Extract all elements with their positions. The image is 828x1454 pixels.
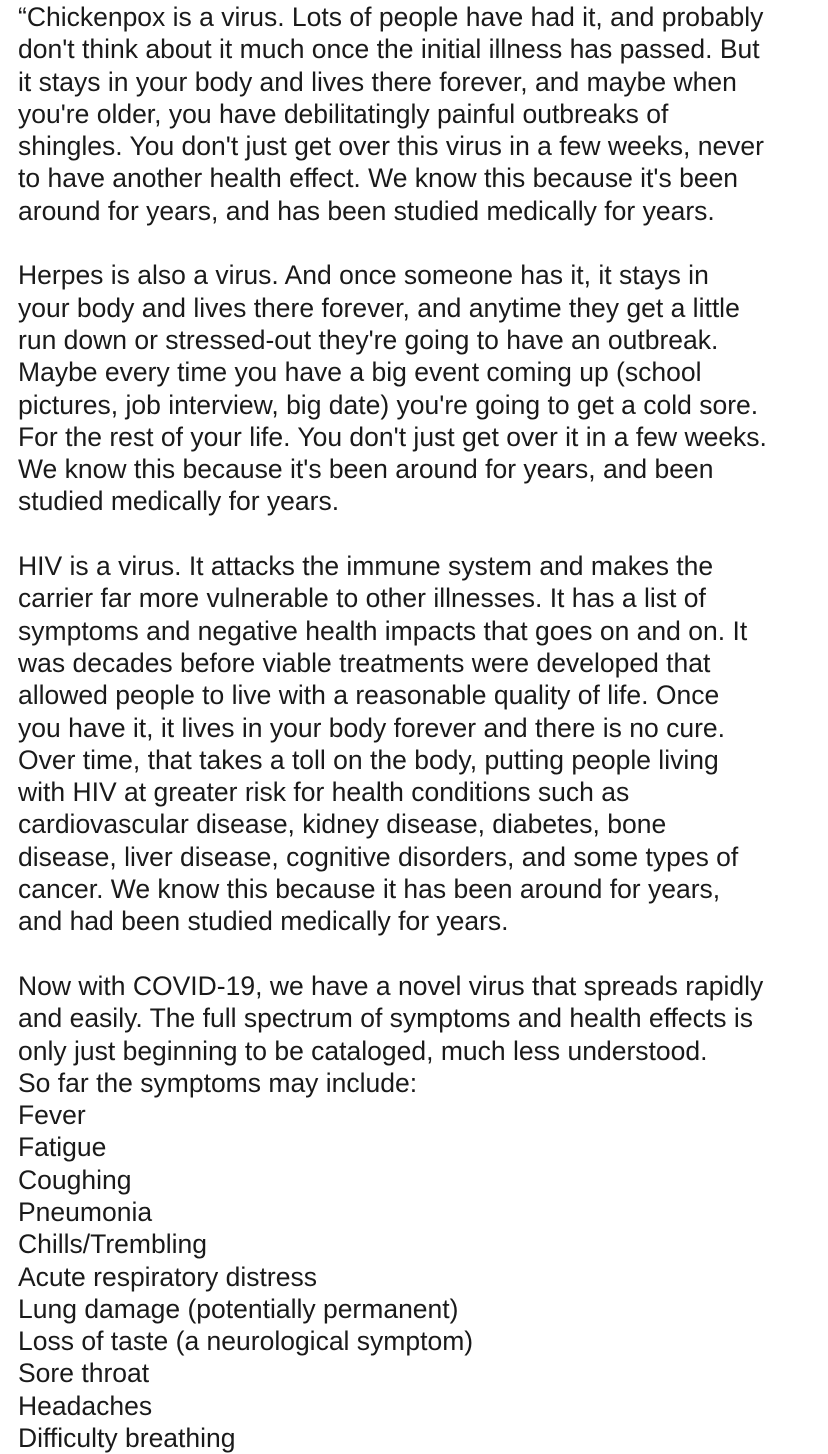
text-line: symptoms and negative health impacts that goes on and on. It: [18, 615, 748, 646]
text-line: with HIV at greater risk for health conditions such as: [18, 777, 630, 808]
text-line: run down or stressed-out they're going to have an outbreak.: [18, 324, 719, 355]
text-line: disease, liver disease, cognitive disorders, and some types of: [18, 841, 739, 872]
text-line: studied medically for years.: [18, 486, 340, 517]
text-line: it stays in your body and lives there forever, and maybe when: [18, 66, 737, 97]
text-line: Maybe every time you have a big event coming up (school: [18, 357, 702, 388]
text-line: Over time, that takes a toll on the body, putting people living: [18, 744, 719, 775]
symptom-item: Loss of taste (a neurological symptom): [18, 1326, 474, 1357]
text-line: only just beginning to be cataloged, much less understood.: [18, 1035, 708, 1066]
paragraph-hiv: [18, 550, 818, 938]
cut-off-symptom-item: Difficulty breathing: [18, 1423, 236, 1454]
paragraph-covid: [18, 970, 818, 1099]
symptom-item: Coughing: [18, 1164, 132, 1195]
text-line: was decades before viable treatments were developed that: [18, 647, 711, 678]
text-line: carrier far more vulnerable to other illnesses. It has a list of: [18, 583, 706, 614]
text-line: Herpes is also a virus. And once someone has it, it stays in: [18, 260, 709, 291]
text-line: So far the symptoms may include:: [18, 1067, 418, 1098]
text-line: HIV is a virus. It attacks the immune system and makes the: [18, 551, 714, 582]
symptom-item: Headaches: [18, 1390, 153, 1421]
text-line: We know this because it's been around for years, and been: [18, 454, 714, 485]
text-line: your body and lives there forever, and anytime they get a little: [18, 292, 740, 323]
text-line: you're older, you have debilitatingly painful outbreaks of: [18, 98, 669, 129]
text-line: don't think about it much once the initial illness has passed. But: [18, 34, 760, 65]
text-line: and easily. The full spectrum of symptoms and health effects is: [18, 1003, 753, 1034]
text-line: around for years, and has been studied medically for years.: [18, 195, 715, 226]
symptom-item: Chills/Trembling: [18, 1229, 207, 1260]
post-text: [18, 0, 818, 1454]
text-line: cardiovascular disease, kidney disease, diabetes, bone: [18, 809, 667, 840]
symptom-item: Sore throat: [18, 1358, 150, 1389]
text-line: Now with COVID-19, we have a novel virus that spreads rapidly: [18, 970, 764, 1001]
text-line: and had been studied medically for years.: [18, 906, 509, 937]
text-line: allowed people to live with a reasonable quality of life. Once: [18, 680, 720, 711]
text-line: pictures, job interview, big date) you're going to get a cold sore.: [18, 389, 759, 420]
symptom-item: Fever: [18, 1100, 86, 1131]
symptom-item: Fatigue: [18, 1132, 107, 1163]
paragraph-chickenpox: [18, 1, 818, 227]
symptom-item: Acute respiratory distress: [18, 1261, 317, 1292]
text-line: to have another health effect. We know this because it's been: [18, 163, 739, 194]
symptom-list: [18, 1099, 818, 1422]
text-line: you have it, it lives in your body forever and there is no cure.: [18, 712, 726, 743]
text-line: cancer. We know this because it has been around for years,: [18, 874, 721, 905]
paragraph-herpes: [18, 259, 818, 517]
text-line: “Chickenpox is a virus. Lots of people have had it, and probably: [18, 2, 764, 32]
symptom-item: Lung damage (potentially permanent): [18, 1293, 459, 1324]
symptom-item: Pneumonia: [18, 1196, 153, 1227]
text-line: For the rest of your life. You don't just get over it in a few weeks.: [18, 421, 767, 452]
text-line: shingles. You don't just get over this virus in a few weeks, never: [18, 131, 764, 162]
